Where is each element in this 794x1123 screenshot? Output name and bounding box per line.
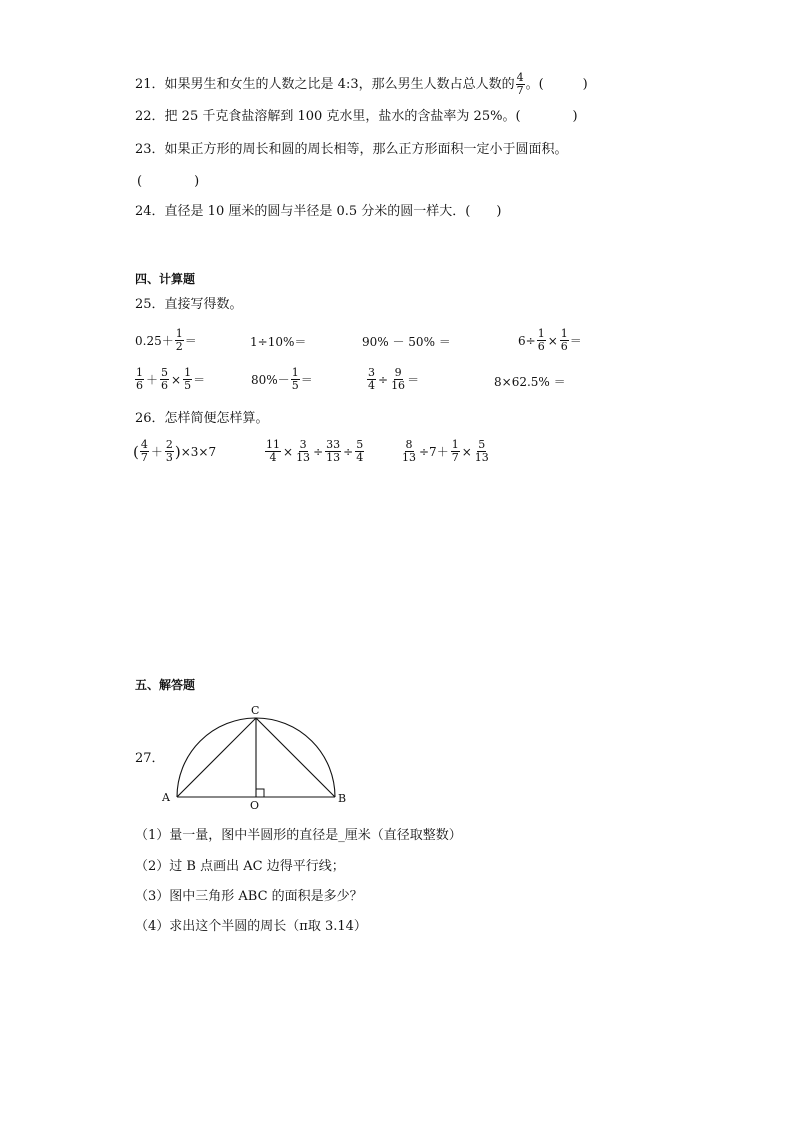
question-25-prompt: 25．直接写得数。 (135, 297, 243, 312)
expr-26-2: $\frac{11}{4}$ × $\frac{3}{13}$ ÷ $\frac{33}{13}$ ÷ $\frac{5}{4}$ (266, 438, 364, 464)
fraction: $\frac{11}{4}$ (266, 438, 280, 464)
fraction: $\frac{1}{2}$ (175, 327, 183, 353)
question-22: 22．把 25 千克食盐溶解到 100 克水里，盐水的含盐率为 25%。( ) (135, 109, 578, 124)
question-23-answer-paren: ( ) (137, 174, 200, 189)
fraction: $\frac{1}{6}$ (560, 327, 568, 353)
fraction: $\frac{3}{13}$ (296, 438, 311, 464)
expr-25-2: 1÷10%＝ (250, 335, 307, 349)
fraction: $\frac{5}{4}$ (356, 438, 364, 464)
label-a: A (162, 791, 170, 804)
expr-25-8: 8×62.5% ＝ (494, 375, 566, 389)
question-26-prompt: 26．怎样简便怎样算。 (135, 411, 269, 426)
expr-26-3: $\frac{8}{13}$ ÷7＋ $\frac{1}{7}$ × $\frac{5}{13}$ (402, 438, 489, 464)
question-23: 23．如果正方形的周长和圆的周长相等，那么正方形面积一定小于圆面积。 (135, 142, 568, 157)
expr-25-3: 90% － 50% ＝ (362, 335, 451, 349)
expr-25-5: $\frac{1}{6}$ ＋ $\frac{5}{6}$ × $\frac{1}{5}$ ＝ (136, 366, 206, 392)
semicircle-diagram (150, 700, 360, 815)
fraction: $\frac{4}{7}$ (516, 71, 524, 97)
section-4-title: 四、计算题 (135, 272, 196, 286)
fraction: $\frac{1}{5}$ (184, 366, 192, 392)
section-5-title: 五、解答题 (135, 678, 196, 692)
fraction: $\frac{9}{16}$ (391, 366, 406, 392)
fraction: $\frac{2}{3}$ (165, 438, 173, 464)
question-27-sub-4: （4）求出这个半圆的周长（π取 3.14） (135, 919, 367, 934)
fraction: $\frac{1}{6}$ (537, 327, 545, 353)
fraction: $\frac{33}{13}$ (326, 438, 341, 464)
expr-25-6: 80%－ $\frac{1}{5}$ ＝ (251, 366, 313, 392)
question-27-sub-3: （3）图中三角形 ABC 的面积是多少？ (135, 889, 363, 904)
question-21-text: 21．如果男生和女生的人数之比是 4:3，那么男生人数占总人数的 (135, 77, 515, 92)
fraction: $\frac{4}{7}$ (140, 438, 148, 464)
label-o: O (250, 799, 260, 812)
question-21 (135, 72, 588, 97)
question-24: 24．直径是 10 厘米的圆与半径是 0.5 分米的圆一样大．( ) (135, 204, 502, 219)
question-21-tail: 。( ) (525, 77, 588, 92)
label-c: C (251, 704, 260, 717)
question-27-sub-2: （2）过 B 点画出 AC 边得平行线； (135, 859, 345, 874)
fraction: $\frac{5}{6}$ (161, 366, 169, 392)
fraction: $\frac{5}{13}$ (474, 438, 489, 464)
question-27-number: 27． (135, 751, 165, 766)
right-angle-mark (256, 789, 264, 797)
expr-25-7: $\frac{3}{4}$ ÷ $\frac{9}{16}$ ＝ (368, 366, 420, 392)
segment-bc (256, 718, 335, 797)
fraction: $\frac{8}{13}$ (402, 438, 416, 464)
expr-26-1: ( $\frac{4}{7}$ ＋ $\frac{2}{3}$ ) ×3×7 (133, 438, 217, 464)
expr-25-4: 6÷ $\frac{1}{6}$ × $\frac{1}{6}$ ＝ (518, 327, 582, 353)
fraction: $\frac{1}{7}$ (451, 438, 459, 464)
expr-25-1: 0.25＋ $\frac{1}{2}$ ＝ (135, 327, 197, 353)
question-27-sub-1: （1）量一量，图中半圆形的直径是_厘米（直径取整数） (135, 828, 462, 843)
fraction: $\frac{1}{5}$ (291, 366, 299, 392)
segment-ac (177, 718, 256, 797)
fraction: $\frac{3}{4}$ (368, 366, 375, 392)
label-b: B (338, 792, 347, 805)
fraction: $\frac{1}{6}$ (136, 366, 143, 392)
